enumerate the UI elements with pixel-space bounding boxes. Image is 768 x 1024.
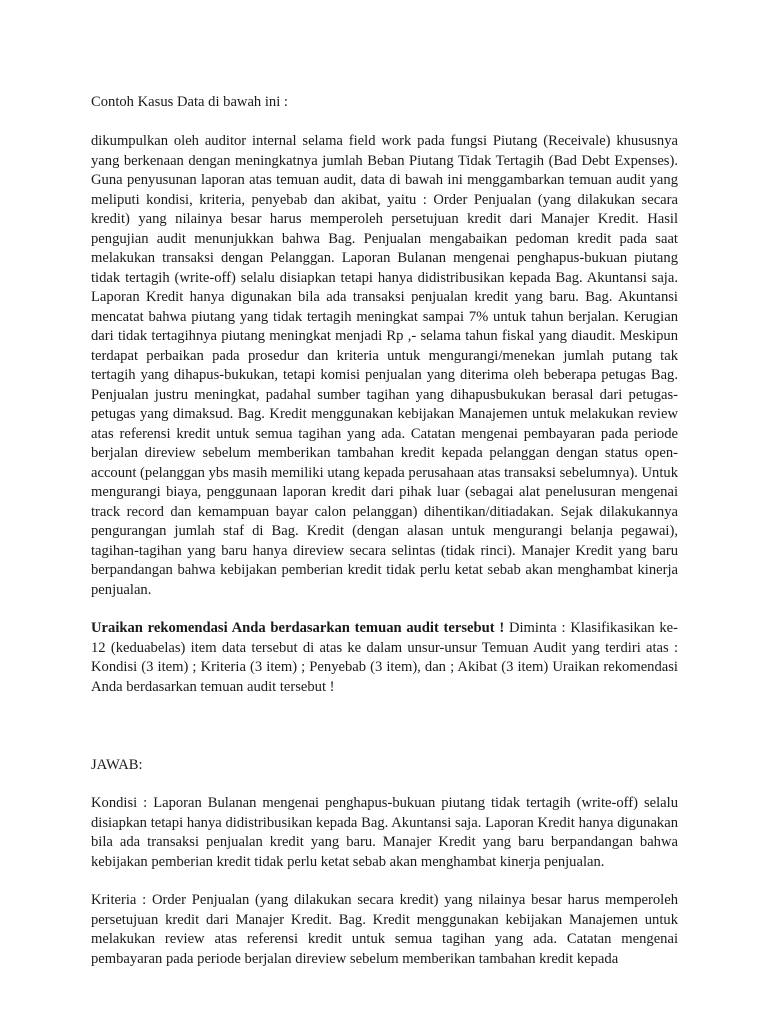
document-page [91, 92, 678, 969]
case-paragraph: dikumpulkan oleh auditor internal selama field work pada fungsi Piutang (Receivale) khususnya yang berkenaan dengan meningkatnya jumlah Beban Piutang Tidak Tertagih (Bad Debt Expenses). Guna penyusunan laporan atas temuan audit, data di bawah ini menggambarkan temuan audit yang meliputi kondisi, kriteria, penyebab dan akibat, yaitu : Order Penjualan (yang dilakukan secara kredit) yang nilainya besar harus memperoleh persetujuan kredit dari Manajer Kredit. Hasil pengujian audit menunjukkan bahwa Bag. Penjualan mengabaikan pedoman kredit pada saat melakukan transaksi dengan Pelanggan. Laporan Bulanan mengenai penghapus-bukuan piutang tidak tertagih (write-off) selalu disiapkan tetapi hanya didistribusikan kepada Bag. Akuntansi saja. Laporan Kredit hanya digunakan bila ada transaksi penjualan kredit yang baru. Bag. Akuntansi mencatat bahwa piutang yang tidak tertagih meningkat sampai 7% untuk tahun berjalan. Kerugian dari tidak tertagihnya piutang meningkat menjadi Rp ,- selama tahun fiskal yang diaudit. Meskipun terdapat perbaikan pada prosedur dan kriteria untuk mengurangi/menekan jumlah putang tak tertagih yang dihapus-bukukan, tetapi komisi penjualan yang diterima oleh beberapa petugas Bag. Penjualan justru meningkat, padahal sumber tagihan yang dihapusbukukan berasal dari petugas-petugas yang dimaksud. Bag. Kredit menggunakan kebijakan Manajemen untuk melakukan review atas referensi kredit untuk semua tagihan yang ada. Catatan mengenai pembayaran pada periode berjalan direview sebelum memberikan tambahan kredit kepada pelanggan dengan status open-account (pelanggan ybs masih memiliki utang kepada perusahaan atas transaksi sebelumnya). Untuk mengurangi biaya, penggunaan laporan kredit dari pihak luar (sebagai alat penelusuran mengenai track record dan kemampuan bayar calon pelanggan) dihentikan/ditiadakan. Sejak dilakukannya pengurangan jumlah staf di Bag. Kredit (dengan alasan untuk mengurangi belanja pegawai), tagihan-tagihan yang baru hanya direview secara selintas (tidak rinci). Manajer Kredit yang baru berpandangan bahwa kebijakan pemberian kredit tidak perlu ketat sebab akan menghambat kinerja penjualan. [91, 133, 678, 598]
question-text: Diminta : Klasifikasikan ke-12 (keduabelas) item data tersebut di atas ke dalam unsur-unsur Temuan Audit yang terdiri atas : Kondisi (3 item) ; Kriteria (3 item) ; Penyebab (3 item), dan ; Akibat (3 item) Uraikan rekomendasi Anda berdasarkan temuan audit tersebut ! [91, 620, 678, 695]
jawab-label: JAWAB: [91, 757, 143, 773]
document-heading: Contoh Kasus Data di bawah ini : [91, 94, 288, 110]
kondisi-paragraph: Kondisi : Laporan Bulanan mengenai penghapus-bukuan piutang tidak tertagih (write-off) selalu disiapkan tetapi hanya didistribusikan kepada Bag. Akuntansi saja. Laporan Kredit hanya digunakan bila ada transaksi penjualan kredit yang baru. Manajer Kredit yang baru berpandangan bahwa kebijakan pemberian kredit tidak perlu ketat sebab akan menghambat kinerja penjualan. [91, 795, 678, 870]
question-bold-text: Uraikan rekomendasi Anda berdasarkan temuan audit tersebut ! [91, 620, 505, 636]
question-paragraph [91, 619, 678, 697]
kriteria-paragraph: Kriteria : Order Penjualan (yang dilakukan secara kredit) yang nilainya besar harus memperoleh persetujuan kredit dari Manajer Kredit. Bag. Kredit menggunakan kebijakan Manajemen untuk melakukan review atas referensi kredit untuk semua tagihan yang ada. Catatan mengenai pembayaran pada periode berjalan direview sebelum memberikan tambahan kredit kepada [91, 892, 678, 967]
